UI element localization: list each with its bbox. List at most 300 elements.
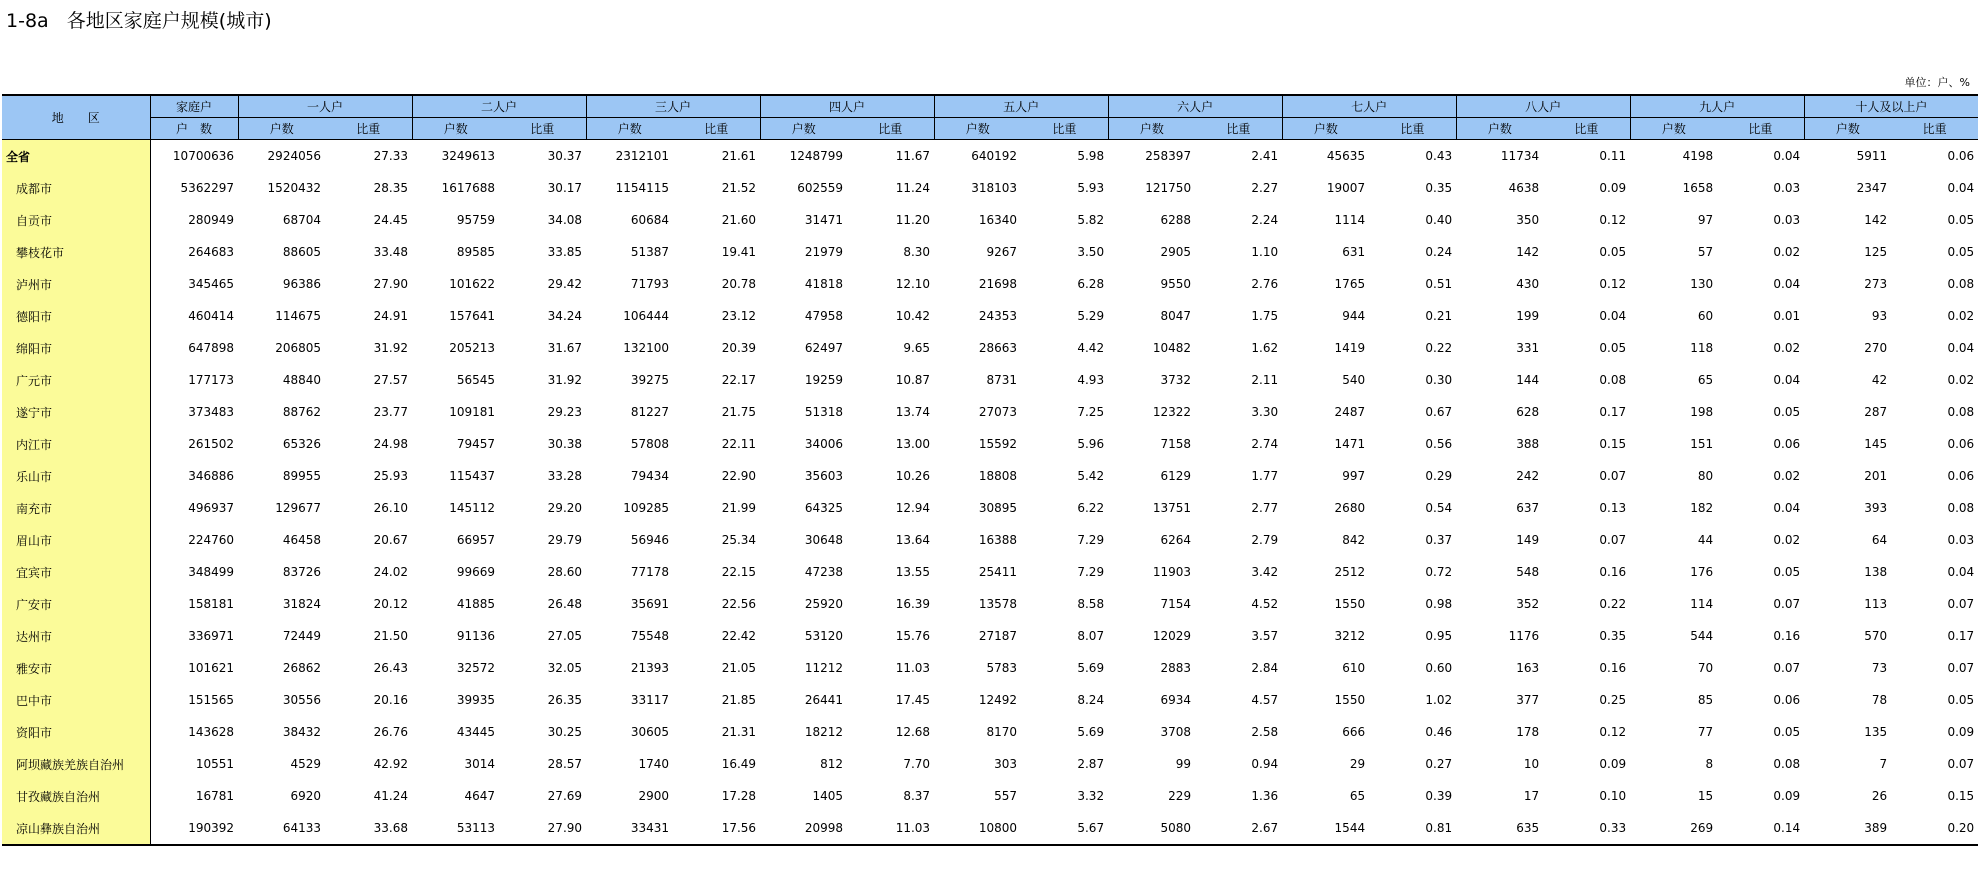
total-cell: 336971 [188,629,234,643]
region-cell: 阿坝藏族羌族自治州 [2,748,150,780]
region-cell: 雅安市 [2,652,150,684]
region-cell: 绵阳市 [2,332,150,364]
ratio-cell: 0.05 [1773,725,1801,739]
ratio-cell: 11.67 [895,149,931,163]
count-cell: 6288 [1160,213,1192,227]
table-row [2,716,1978,748]
count-cell: 145112 [449,501,496,515]
region-cell: 遂宁市 [2,396,150,428]
ratio-cell: 21.50 [373,629,409,643]
ratio-cell: 28.60 [547,565,583,579]
count-cell: 631 [1342,245,1366,259]
ratio-cell: 3.42 [1251,565,1279,579]
ratio-cell: 0.01 [1773,309,1801,323]
count-cell: 27187 [978,629,1018,643]
ratio-cell: 4.93 [1077,373,1105,387]
ratio-cell: 27.90 [499,812,586,845]
count-cell: 13578 [978,597,1018,611]
ratio-cell: 0.03 [1773,213,1801,227]
count-cell: 1658 [1682,181,1714,195]
ratio-cell: 9.65 [903,341,931,355]
count-cell: 30605 [630,725,670,739]
ratio-cell: 30.17 [547,181,583,195]
ratio-subheader: 比重 [1021,118,1108,140]
ratio-cell: 5.93 [1077,181,1105,195]
total-cell: 224760 [188,533,234,547]
count-cell: 3732 [1160,373,1192,387]
table-row [2,460,1978,492]
count-cell: 198 [1690,405,1714,419]
ratio-cell: 8.30 [903,245,931,259]
table-row [2,588,1978,620]
ratio-cell: 0.14 [1717,812,1804,845]
ratio-cell: 25.34 [721,533,757,547]
count-cell: 4529 [290,757,321,771]
count-cell: 8170 [986,725,1018,739]
count-subheader: 户数 [1108,118,1195,140]
count-cell: 269 [1630,812,1717,845]
count-cell: 12029 [1152,629,1192,643]
count-cell: 287 [1864,405,1888,419]
ratio-cell: 17.45 [895,693,931,707]
count-cell: 39275 [630,373,670,387]
count-cell: 130 [1690,277,1714,291]
table-row [2,652,1978,684]
count-cell: 66957 [456,533,496,547]
ratio-cell: 27.05 [547,629,583,643]
ratio-cell: 21.99 [721,501,757,515]
ratio-cell: 0.04 [1773,501,1801,515]
ratio-cell: 0.04 [1773,149,1801,163]
ratio-cell: 0.05 [1773,565,1801,579]
ratio-cell: 13.55 [895,565,931,579]
unit-label: 单位：户、% [1904,76,1970,89]
ratio-cell: 27.90 [373,277,409,291]
count-cell: 1544 [1282,812,1369,845]
ratio-cell: 0.17 [1599,405,1627,419]
count-cell: 88762 [282,405,321,419]
region-column-header: 地 区 [2,95,150,140]
ratio-cell: 42.92 [373,757,409,771]
ratio-cell: 0.03 [1947,533,1975,547]
ratio-cell: 26.76 [373,725,409,739]
count-cell: 68704 [282,213,321,227]
table-row [2,268,1978,300]
total-cell: 190392 [150,812,238,845]
count-cell: 1740 [638,757,670,771]
count-cell: 628 [1516,405,1540,419]
count-cell: 352 [1516,597,1540,611]
count-cell: 229 [1168,789,1192,803]
count-cell: 64 [1871,533,1888,547]
ratio-cell: 0.04 [1773,373,1801,387]
count-cell: 1405 [812,789,844,803]
count-cell: 6934 [1160,693,1192,707]
ratio-cell: 0.06 [1947,437,1975,451]
ratio-cell: 25.93 [373,469,409,483]
ratio-cell: 7.25 [1077,405,1105,419]
ratio-cell: 11.03 [847,812,934,845]
count-cell: 51387 [630,245,670,259]
ratio-cell: 0.02 [1773,469,1801,483]
count-cell: 113 [1864,597,1888,611]
region-cell: 资阳市 [2,716,150,748]
count-cell: 62497 [804,341,844,355]
count-cell: 570 [1864,629,1888,643]
ratio-cell: 2.41 [1251,149,1279,163]
count-cell: 142 [1864,213,1888,227]
count-cell: 151 [1690,437,1714,451]
ratio-cell: 19.41 [721,245,757,259]
ratio-cell: 28.57 [547,757,583,771]
group-header: 八人户 [1456,95,1630,118]
count-cell: 1550 [1334,597,1366,611]
ratio-cell: 26.48 [547,597,583,611]
count-cell: 29 [1349,757,1366,771]
ratio-cell: 0.33 [1543,812,1630,845]
ratio-cell: 23.77 [373,405,409,419]
count-subheader: 户数 [760,118,847,140]
count-cell: 57 [1697,245,1714,259]
region-cell: 攀枝花市 [2,236,150,268]
count-cell: 47958 [804,309,844,323]
ratio-cell: 0.35 [1425,181,1453,195]
ratio-subheader: 比重 [847,118,934,140]
ratio-cell: 2.87 [1077,757,1105,771]
count-cell: 31824 [282,597,321,611]
total-cell: 373483 [188,405,234,419]
ratio-cell: 0.02 [1773,341,1801,355]
ratio-cell: 8.58 [1077,597,1105,611]
table-row [2,812,1978,845]
ratio-cell: 0.08 [1773,757,1801,771]
ratio-cell: 0.05 [1947,693,1975,707]
table-row [2,172,1978,204]
count-cell: 65 [1349,789,1366,803]
count-cell: 79434 [630,469,670,483]
ratio-cell: 22.17 [721,373,757,387]
ratio-cell: 2.76 [1251,277,1279,291]
total-cell: 348499 [188,565,234,579]
ratio-cell: 33.28 [547,469,583,483]
ratio-cell: 13.64 [895,533,931,547]
count-cell: 7154 [1160,597,1192,611]
ratio-cell: 2.79 [1251,533,1279,547]
count-cell: 80 [1697,469,1714,483]
ratio-cell: 0.12 [1599,725,1627,739]
count-cell: 388 [1516,437,1540,451]
count-cell: 12492 [978,693,1018,707]
table-header [2,95,1978,140]
count-cell: 91136 [456,629,496,643]
ratio-cell: 11.03 [895,661,931,675]
count-cell: 89955 [282,469,321,483]
total-cell: 345465 [188,277,234,291]
count-cell: 60 [1697,309,1714,323]
ratio-cell: 0.03 [1773,181,1801,195]
ratio-cell: 0.54 [1425,501,1453,515]
ratio-cell: 31.92 [373,341,409,355]
count-cell: 1419 [1334,341,1366,355]
ratio-cell: 0.04 [1947,181,1975,195]
count-cell: 350 [1516,213,1540,227]
ratio-cell: 26.10 [373,501,409,515]
total-cell: 101621 [188,661,234,675]
table-row [2,396,1978,428]
ratio-cell: 0.08 [1599,373,1627,387]
ratio-cell: 24.98 [373,437,409,451]
ratio-cell: 24.02 [373,565,409,579]
count-subheader: 户数 [412,118,499,140]
ratio-cell: 5.29 [1077,309,1105,323]
count-cell: 10482 [1152,341,1192,355]
ratio-cell: 11.24 [895,181,931,195]
total-cell: 16781 [195,789,234,803]
ratio-cell: 3.32 [1077,789,1105,803]
ratio-cell: 15.76 [895,629,931,643]
count-cell: 1114 [1334,213,1366,227]
ratio-cell: 32.05 [547,661,583,675]
count-cell: 138 [1864,565,1888,579]
count-cell: 11212 [804,661,844,675]
count-cell: 4647 [464,789,496,803]
count-cell: 242 [1516,469,1540,483]
ratio-cell: 34.24 [547,309,583,323]
count-cell: 2900 [638,789,670,803]
count-cell: 43445 [456,725,496,739]
ratio-cell: 31.67 [547,341,583,355]
ratio-cell: 3.30 [1251,405,1279,419]
ratio-cell: 0.29 [1425,469,1453,483]
region-cell: 凉山彝族自治州 [2,812,150,845]
ratio-cell: 0.40 [1425,213,1453,227]
ratio-cell: 0.16 [1773,629,1801,643]
region-cell: 南充市 [2,492,150,524]
ratio-cell: 10.87 [895,373,931,387]
count-cell: 75548 [630,629,670,643]
count-cell: 33117 [630,693,670,707]
count-cell: 115437 [449,469,496,483]
table-row [2,428,1978,460]
table-row [2,140,1978,173]
count-cell: 1471 [1334,437,1366,451]
count-cell: 1520432 [267,181,321,195]
ratio-cell: 20.12 [373,597,409,611]
count-cell: 4198 [1682,149,1714,163]
count-cell: 27073 [978,405,1018,419]
total-cell: 460414 [188,309,234,323]
count-cell: 16340 [978,213,1018,227]
ratio-cell: 0.35 [1599,629,1627,643]
count-cell: 97 [1697,213,1714,227]
count-cell: 77 [1697,725,1714,739]
count-cell: 25411 [978,565,1018,579]
ratio-cell: 0.02 [1947,373,1975,387]
ratio-cell: 0.09 [1947,725,1975,739]
ratio-cell: 21.85 [721,693,757,707]
ratio-cell: 0.27 [1425,757,1453,771]
count-cell: 4638 [1508,181,1540,195]
total-cell: 264683 [188,245,234,259]
ratio-cell: 0.15 [1599,437,1627,451]
count-cell: 8047 [1160,309,1192,323]
count-cell: 46458 [282,533,321,547]
ratio-cell: 8.07 [1077,629,1105,643]
count-cell: 270 [1864,341,1888,355]
count-cell: 31471 [804,213,844,227]
count-cell: 30648 [804,533,844,547]
count-cell: 610 [1342,661,1366,675]
count-cell: 540 [1342,373,1366,387]
ratio-cell: 0.07 [1599,533,1627,547]
table-row [2,204,1978,236]
ratio-cell: 5.82 [1077,213,1105,227]
count-cell: 666 [1342,725,1366,739]
table-row [2,236,1978,268]
ratio-cell: 3.50 [1077,245,1105,259]
count-cell: 7158 [1160,437,1192,451]
ratio-cell: 30.37 [547,149,583,163]
ratio-cell: 0.07 [1773,597,1801,611]
ratio-cell: 0.20 [1891,812,1978,845]
ratio-cell: 0.43 [1425,149,1453,163]
count-cell: 114675 [275,309,321,323]
region-cell: 乐山市 [2,460,150,492]
ratio-cell: 20.78 [721,277,757,291]
ratio-cell: 1.10 [1251,245,1279,259]
ratio-cell: 0.05 [1599,245,1627,259]
ratio-subheader: 比重 [1195,118,1282,140]
count-cell: 1765 [1334,277,1366,291]
ratio-cell: 0.15 [1947,789,1975,803]
ratio-cell: 0.72 [1425,565,1453,579]
count-cell: 81227 [630,405,670,419]
ratio-cell: 0.56 [1425,437,1453,451]
count-cell: 56545 [456,373,496,387]
total-column-header: 家庭户 [150,95,238,118]
table-row [2,556,1978,588]
ratio-cell: 30.25 [547,725,583,739]
ratio-cell: 21.60 [721,213,757,227]
total-cell: 143628 [188,725,234,739]
ratio-cell: 0.95 [1425,629,1453,643]
ratio-cell: 27.33 [373,149,409,163]
count-cell: 2347 [1856,181,1888,195]
group-header: 七人户 [1282,95,1456,118]
header-row-groups [2,95,1978,118]
count-cell: 78 [1871,693,1888,707]
ratio-cell: 0.02 [1947,309,1975,323]
count-cell: 430 [1516,277,1540,291]
ratio-cell: 22.42 [721,629,757,643]
count-cell: 30895 [978,501,1018,515]
ratio-cell: 2.27 [1251,181,1279,195]
count-cell: 35603 [804,469,844,483]
count-cell: 3212 [1334,629,1366,643]
ratio-cell: 7.29 [1077,565,1105,579]
ratio-cell: 0.25 [1599,693,1627,707]
ratio-cell: 0.30 [1425,373,1453,387]
count-cell: 2680 [1334,501,1366,515]
ratio-subheader: 比重 [1543,118,1630,140]
count-cell: 2924056 [267,149,321,163]
group-header: 二人户 [412,95,586,118]
count-cell: 109285 [623,501,670,515]
ratio-cell: 21.05 [721,661,757,675]
ratio-cell: 0.06 [1947,469,1975,483]
count-cell: 176 [1690,565,1714,579]
ratio-cell: 0.12 [1599,213,1627,227]
total-cell: 647898 [188,341,234,355]
ratio-cell: 10.42 [895,309,931,323]
count-cell: 70 [1697,661,1714,675]
count-cell: 144 [1516,373,1540,387]
count-cell: 145 [1864,437,1888,451]
household-size-table [2,94,1978,846]
total-cell: 158181 [188,597,234,611]
ratio-cell: 0.16 [1599,661,1627,675]
table-row [2,620,1978,652]
ratio-cell: 29.20 [547,501,583,515]
count-cell: 85 [1697,693,1714,707]
region-cell: 眉山市 [2,524,150,556]
ratio-cell: 0.16 [1599,565,1627,579]
count-cell: 201 [1864,469,1888,483]
count-cell: 6920 [290,789,321,803]
total-cell: 261502 [188,437,234,451]
ratio-cell: 22.15 [721,565,757,579]
count-cell: 157641 [449,309,496,323]
count-cell: 88605 [282,245,321,259]
ratio-cell: 0.05 [1773,405,1801,419]
ratio-cell: 5.96 [1077,437,1105,451]
count-cell: 19259 [804,373,844,387]
count-cell: 60684 [630,213,670,227]
ratio-cell: 0.37 [1425,533,1453,547]
ratio-cell: 0.04 [1773,277,1801,291]
count-cell: 377 [1516,693,1540,707]
ratio-cell: 33.85 [547,245,583,259]
ratio-cell: 27.69 [547,789,583,803]
count-cell: 30556 [282,693,321,707]
ratio-cell: 11.20 [895,213,931,227]
group-header: 一人户 [238,95,412,118]
count-cell: 389 [1804,812,1891,845]
count-cell: 997 [1342,469,1366,483]
count-cell: 21979 [804,245,844,259]
ratio-cell: 17.56 [673,812,760,845]
ratio-cell: 0.51 [1425,277,1453,291]
ratio-cell: 0.07 [1947,661,1975,675]
ratio-cell: 29.79 [547,533,583,547]
region-cell: 宜宾市 [2,556,150,588]
count-cell: 393 [1864,501,1888,515]
table-row [2,492,1978,524]
count-cell: 1617688 [441,181,496,195]
count-cell: 206805 [275,341,321,355]
count-cell: 26862 [282,661,321,675]
ratio-cell: 12.68 [895,725,931,739]
count-cell: 41818 [804,277,844,291]
header-row-subcolumns [2,118,1978,140]
ratio-cell: 22.11 [721,437,757,451]
count-subheader: 户数 [1282,118,1369,140]
ratio-cell: 0.07 [1599,469,1627,483]
count-cell: 25920 [804,597,844,611]
count-cell: 1154115 [615,181,670,195]
ratio-cell: 20.67 [373,533,409,547]
ratio-subheader: 比重 [325,118,412,140]
